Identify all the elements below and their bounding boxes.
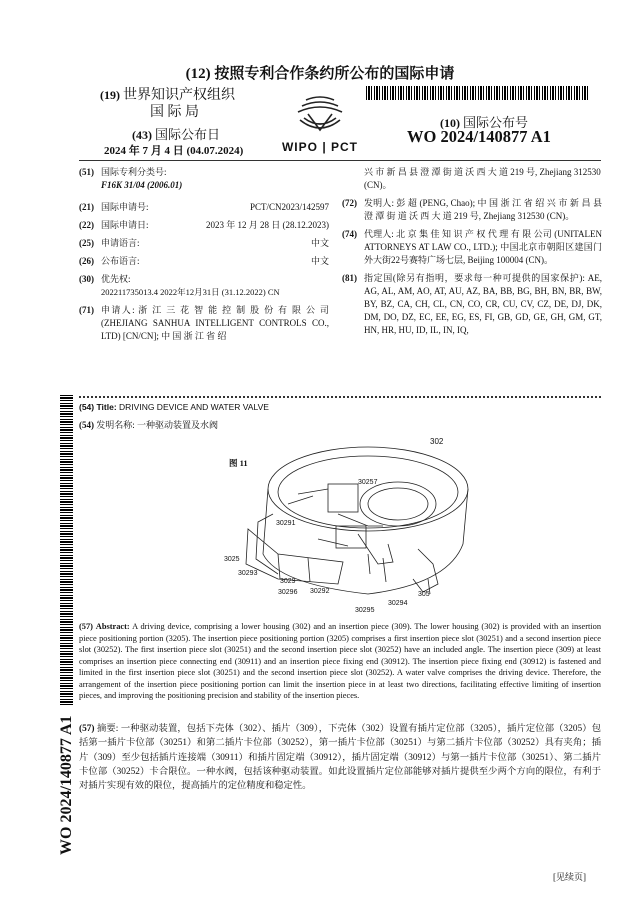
field-value: 2023 年 12 月 28 日 (28.12.2023) — [206, 220, 329, 230]
field-label: 国际申请号: — [101, 202, 149, 212]
field-71-continued — [342, 166, 602, 192]
field-74 — [342, 228, 602, 267]
document-title: (12) 按照专利合作条约所公布的国际申请 — [185, 66, 455, 82]
field-code: (26) — [79, 256, 94, 266]
header-barcode — [366, 86, 588, 100]
field-label: 发明人: — [364, 198, 394, 208]
field-code: (81) — [342, 273, 357, 283]
field-label: 申请语言: — [101, 238, 140, 248]
field-label: 优先权: — [101, 274, 131, 284]
title-cn — [79, 419, 218, 432]
figure-label: 30294 — [388, 600, 408, 607]
abstract-cn-code: (57) — [79, 724, 95, 734]
field-26 — [79, 255, 329, 268]
title-cn-label: 发明名称: — [96, 420, 135, 430]
figure-label: 305 — [418, 591, 430, 598]
field-code: (22) — [79, 220, 94, 230]
pubnum-label: 国际公布号 — [463, 115, 529, 130]
figure-label: 30293 — [238, 570, 258, 577]
figure-label: 30295 — [355, 607, 375, 614]
field-value: 北 京 集 佳 知 识 产 权 代 理 有 限 公司 (UNITALEN ATTORNEYS AT LAW CO., LTD.); 中国北京市朝阳区建国门外大街22号赛特广场七层, Beijing 100004 (CN)。 — [364, 229, 602, 265]
field-value: 彭 超 (PENG, Chao); 中 国 浙 江 省 绍 兴 市 新 昌 县 澄 潭 街 道 沃 西 大 道 219 号, Zhejiang 312530 (CN)。 — [364, 198, 602, 221]
field-51 — [79, 166, 329, 192]
pubdate-value: 2024 年 7 月 4 日 (04.07.2024) — [104, 145, 244, 157]
figure-label: 3025 — [224, 556, 240, 563]
field-value: 中文 — [310, 256, 329, 266]
abstract-cn — [79, 722, 601, 793]
field-code: (72) — [342, 198, 357, 208]
field-label: 国际专利分类号: — [101, 167, 167, 177]
title-cn-value: 一种驱动装置及水阀 — [137, 420, 219, 430]
pubdate-label: 国际公布日 — [155, 127, 221, 142]
field-value: PCT/CN2023/142597 — [249, 202, 329, 212]
abstract-cn-label: 摘要: — [96, 724, 119, 734]
field-label: 指定国(除另有指明，要求每一种可提供的国家保护): — [364, 273, 585, 283]
field-label: 公布语言: — [101, 256, 140, 266]
wipo-logo-text: WIPO | PCT — [281, 140, 359, 154]
field-value: 202211735013.4 2022年12月31日 (31.12.2022) CN — [101, 287, 280, 297]
field-label: 代理人: — [364, 229, 394, 239]
right-bibliographic-column — [342, 166, 602, 337]
field-code: (25) — [79, 238, 94, 248]
field-label: 国际申请日: — [101, 220, 149, 230]
figure-label: 302 — [430, 437, 444, 446]
abstract-en-label: Abstract: — [95, 622, 130, 631]
field-code: (30) — [79, 274, 94, 284]
pubnum-value: WO 2024/140877 A1 — [407, 127, 551, 146]
field-value: F16K 31/04 (2006.01) — [101, 180, 183, 190]
figure-caption: 图 11 — [229, 458, 248, 468]
field-30 — [79, 273, 329, 299]
field-code: (71) — [79, 305, 94, 315]
field-label: 申请人: — [101, 305, 135, 315]
pubdate-code: (43) — [132, 128, 152, 142]
field-25 — [79, 237, 329, 250]
left-bibliographic-column — [79, 166, 329, 343]
field-code: (21) — [79, 202, 94, 212]
abstract-cn-text: 一种驱动装置，包括下壳体（302）、插片（309），下壳体（302）设置有插片定位部（3205），插片定位部（3205）包括第一插片卡位部（30251）和第二插片卡位部（30252），第一插片卡位部（30251）与第二插片卡位部（30252）具有夹角；插片（309）至少包括插片连接端（30911）和插片固定端（30912），插片固定端（30912）与第一插片卡位部（30251）、第二插片卡位部（30252）卡合限位。一种水阀，包括该种驱动装置。如此设置插片定位部能够对插片提供至少两个方向的限位，有利于对插片实现有效的限位，提高插片的定位精度和稳定性。 — [79, 724, 601, 792]
figure-drawing — [218, 434, 480, 620]
field-code-spacer — [342, 166, 364, 192]
pubnum-code: (10) — [440, 116, 460, 130]
field-72 — [342, 197, 602, 223]
title-en-value: DRIVING DEVICE AND WATER VALVE — [119, 402, 269, 412]
field-value: 浙 江 三 花 智 能 控 制 股 份 有 限 公 司 (ZHEJIANG SANHUA INTELLIGENT CONTROLS CO., LTD) [CN/CN]; 中 国 浙 江 省 绍 — [101, 305, 329, 341]
abstract-en-code: (57) — [79, 622, 93, 631]
figure-label: 30292 — [310, 588, 330, 595]
figure-label: 3029 — [280, 578, 296, 585]
header-divider — [79, 160, 601, 161]
title-en-label: Title: — [96, 402, 117, 412]
field-code: (74) — [342, 229, 357, 239]
abstract-en — [79, 621, 601, 702]
abstract-en-text: A driving device, comprising a lower housing (302) and an insertion piece (309). The lower housing (302) is provided with an insertion piece positioning portion (3205). The insertion piece positioning portion (3205) comprises a first insertion piece slot (30251) and a second insertion piece slot (30252). The first insertion piece slot (30251) and the second insertion piece slot (30252) have an included angle. The insertion piece (309) at least comprises an insertion piece connecting end (30911) and an insertion piece fixing end (30912). The insertion piece fixing end (30912) is fastened and limited in the first insertion piece slot (30251) and the second insertion piece slot (30252). A water valve comprises the driving device. Therefore, the arrangement of the insertion piece positioning portion can limit the insertion piece in at least two directions, facilitating effective limiting of insertion pieces, and improving the positioning precision and stability of the insertion pieces. — [79, 622, 602, 700]
field-value: 兴 市 新 昌 县 澄 潭 街 道 沃 西 大 道 219 号, Zhejiang 312530 (CN)。 — [364, 167, 601, 190]
section-divider — [79, 396, 601, 398]
field-21 — [79, 201, 329, 214]
wipo-logo — [276, 92, 364, 158]
title-cn-code: (54) — [79, 420, 94, 430]
field-value: AE, AG, AL, AM, AO, AT, AU, AZ, BA, BB, BG, BH, BN, BR, BW, BY, BZ, CA, CH, CL, CN, CO, CR, CU, CV, CZ, DE, DJ, DK, DM, DO, DZ, EC, EE, EG, ES, FI, GB, GD, GE, GH, GM, GT, HN, HR, HU, ID, IL, IN, IQ, — [364, 273, 602, 335]
field-code: (51) — [79, 167, 94, 177]
field-22 — [79, 219, 329, 232]
figure-label: 30291 — [276, 520, 296, 527]
field-value: 中文 — [310, 238, 329, 248]
valve-housing-drawing-icon — [218, 434, 480, 620]
side-barcode — [60, 395, 73, 705]
org-bureau: 国 际 局 — [150, 105, 199, 120]
field-71 — [79, 304, 329, 343]
title-en — [79, 401, 269, 414]
title-en-code: (54) — [79, 402, 95, 412]
figure-label: 30296 — [278, 589, 298, 596]
figure-label: 30257 — [358, 479, 378, 486]
field-81 — [342, 272, 602, 337]
side-publication-number: WO 2024/140877 A1 — [58, 715, 75, 855]
continued-note: [见续页] — [553, 872, 586, 882]
org-code: (19) — [100, 88, 120, 102]
org-name: 世界知识产权组织 — [123, 88, 235, 103]
pubdate-heading — [132, 124, 220, 143]
